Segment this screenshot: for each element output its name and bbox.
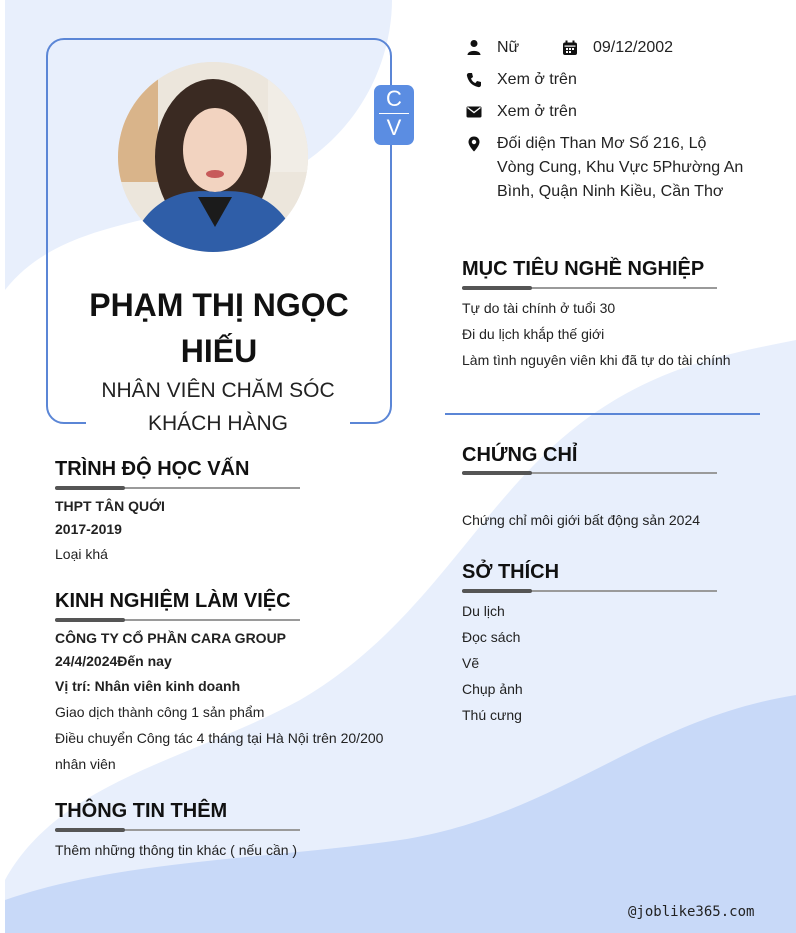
education-title: TRÌNH ĐỘ HỌC VẤN <box>55 458 250 480</box>
objective-title: MỤC TIÊU NGHỀ NGHIỆP <box>462 258 705 280</box>
extra-info-text: Thêm những thông tin khác ( nếu cần ) <box>55 842 298 858</box>
education-school: THPT TÂN QUỚI <box>55 498 165 514</box>
certificate-item: Chứng chỉ môi giới bất động sản 2024 <box>462 512 701 528</box>
birthday-value: 09/12/2002 <box>593 39 674 56</box>
hobby-item: Chụp ảnh <box>462 681 523 697</box>
avatar <box>118 62 308 252</box>
hobby-item: Du lịch <box>462 603 505 619</box>
job-title <box>70 374 366 440</box>
experience-underline <box>55 619 300 621</box>
job-line-2: KHÁCH HÀNG <box>147 412 289 435</box>
hobbies-title: SỞ THÍCH <box>462 561 560 583</box>
experience-company: CÔNG TY CỔ PHẦN CARA GROUP <box>55 630 287 646</box>
certificates-title: CHỨNG CHỈ <box>462 444 578 466</box>
education-underline <box>55 487 300 489</box>
user-icon <box>466 39 482 55</box>
gender-value: Nữ <box>497 39 520 56</box>
section-divider <box>445 413 760 415</box>
hobby-item: Thú cưng <box>462 707 522 723</box>
calendar-icon <box>562 40 578 56</box>
phone-icon <box>466 72 482 88</box>
name-line-2: HIẾU <box>180 333 258 369</box>
job-line-1: NHÂN VIÊN CHĂM SÓC <box>101 379 335 402</box>
objective-item: Đi du lịch khắp thế giới <box>462 326 605 342</box>
education-years: 2017-2019 <box>55 521 122 537</box>
experience-period: 24/4/2024Đến nay <box>55 653 172 669</box>
hobbies-underline <box>462 590 717 592</box>
address-value: Đối diện Than Mơ Số 216, Lộ Vòng Cung, Khu Vực 5Phường An Bình, Quận Ninh Kiều, Cần Thơ <box>497 135 744 200</box>
cv-badge-top: C <box>386 86 402 111</box>
phone-value: Xem ở trên <box>497 71 577 88</box>
email-value: Xem ở trên <box>497 103 577 120</box>
mail-icon <box>466 104 482 120</box>
experience-position: Vị trí: Nhân viên kinh doanh <box>55 678 241 694</box>
certificates-underline <box>462 472 717 474</box>
candidate-name <box>60 282 378 374</box>
cv-badge <box>374 85 414 145</box>
location-pin-icon <box>466 136 482 152</box>
hobby-item: Vẽ <box>462 655 480 671</box>
objective-item: Làm tình nguyên viên khi đã tự do tài chính <box>462 352 731 368</box>
experience-detail-2-line-1: Điều chuyển Công tác 4 tháng tại Hà Nội trên 20/200 <box>55 730 384 746</box>
name-line-1: PHẠM THỊ NGỌC <box>89 287 349 323</box>
extra-info-title: THÔNG TIN THÊM <box>55 800 228 822</box>
cv-badge-bottom: V <box>386 115 402 140</box>
extra-info-underline <box>55 829 300 831</box>
footer-brand: @joblike365.com <box>628 904 755 920</box>
experience-title: KINH NGHIỆM LÀM VIỆC <box>55 590 291 612</box>
experience-detail-2-line-2: nhân viên <box>55 756 116 772</box>
objective-item: Tự do tài chính ở tuổi 30 <box>462 300 616 316</box>
hobby-item: Đọc sách <box>462 629 521 645</box>
education-grade: Loại khá <box>55 546 108 562</box>
objective-underline <box>462 287 717 289</box>
experience-detail-1: Giao dịch thành công 1 sản phẩm <box>55 704 265 720</box>
